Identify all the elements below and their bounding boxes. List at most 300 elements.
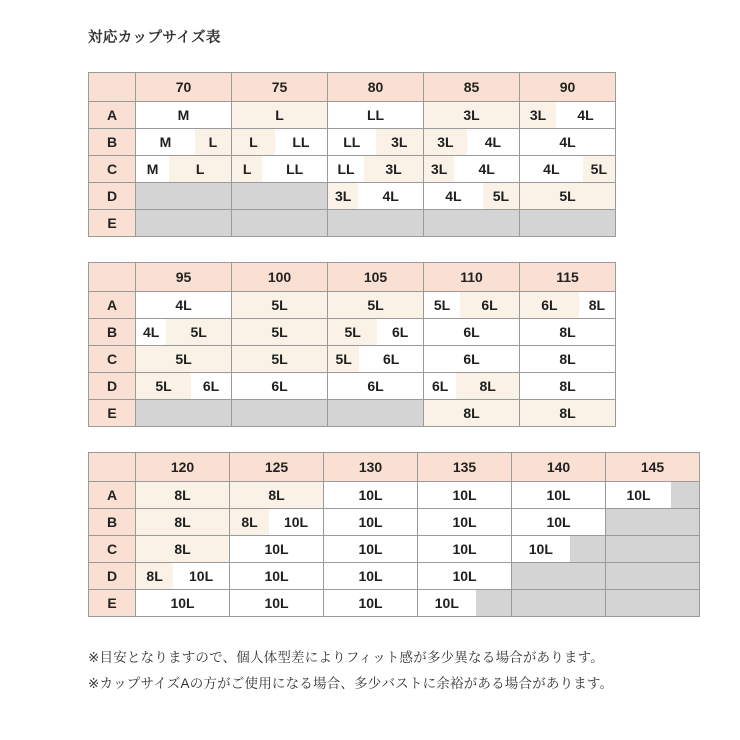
size-value: 3L [529,107,547,123]
cell-B-115 [520,319,616,346]
size-value: 6L [463,324,480,340]
size-value: 8L [559,351,576,367]
cell-C-75 [232,156,328,183]
row-header-D: D [89,183,136,210]
table-header-row [89,453,700,482]
row-header-C: C [89,536,136,563]
cell-labels [512,563,605,589]
cell-labels [232,319,327,345]
cell-labels [606,482,699,508]
size-value: 8L [174,541,191,557]
size-value: 10L [189,568,214,584]
cell-labels [136,563,229,589]
size-value: 4L [382,188,399,204]
footnote-line: ※カップサイズAの方がご使用になる場合、多少バストに余裕がある場合があります。 [88,676,614,691]
size-value: 5L [190,324,207,340]
table-underbust-95-115 [88,262,616,427]
size-value: L [242,161,252,177]
cell-E-140 [512,590,606,617]
cell-D-105 [328,373,424,400]
cell-A-145 [606,482,700,509]
cell-labels [230,482,323,508]
size-value: LL [337,161,355,177]
cell-A-80 [328,102,424,129]
cell-C-95 [136,346,232,373]
row-header-C: C [89,346,136,373]
cell-labels [328,129,423,155]
cell-B-125 [230,509,324,536]
cell-E-95 [136,400,232,427]
cell-C-125 [230,536,324,563]
size-value: 10L [358,541,383,557]
size-value: 10L [264,541,289,557]
cell-labels [324,590,417,616]
size-value: 3L [385,161,402,177]
cell-A-85 [424,102,520,129]
cell-C-100 [232,346,328,373]
cell-C-110 [424,346,520,373]
cell-B-95 [136,319,232,346]
cell-A-115 [520,292,616,319]
size-value: 10L [626,487,651,503]
cell-E-110 [424,400,520,427]
cell-labels [230,509,323,535]
size-value: 5L [492,188,510,204]
column-header-100: 100 [232,263,328,292]
table-row [89,156,616,183]
size-value: 6L [382,351,400,367]
table-row [89,400,616,427]
size-value: 4L [445,188,462,204]
cell-D-95 [136,373,232,400]
cell-A-70 [136,102,232,129]
size-value: 8L [588,297,606,313]
cell-labels [328,156,423,182]
cell-C-135 [418,536,512,563]
size-value: 10L [358,487,383,503]
row-header-E: E [89,590,136,617]
size-value: 5L [271,297,288,313]
cell-labels [520,156,615,182]
cell-labels [136,373,231,399]
cell-labels [230,563,323,589]
table-row [89,210,616,237]
cell-labels [520,319,615,345]
row-header-B: B [89,509,136,536]
cell-E-90 [520,210,616,237]
table-row [89,319,616,346]
cell-labels [424,129,519,155]
cell-A-135 [418,482,512,509]
cell-labels [324,482,417,508]
cell-labels [136,319,231,345]
cell-C-90 [520,156,616,183]
cell-D-140 [512,563,606,590]
cell-labels [424,346,519,372]
size-value: 5L [271,351,288,367]
size-value: 10L [283,514,309,530]
cell-labels [512,509,605,535]
cell-labels [520,400,615,426]
size-value: 10L [452,487,477,503]
footnote-line: ※目安となりますので、個人体型差によりフィット感が多少異なる場合があります。 [88,650,604,665]
size-value: 6L [202,378,220,394]
size-value: LL [343,134,361,150]
size-value: 8L [479,378,496,394]
size-value: L [195,161,205,177]
size-value: LL [366,107,385,123]
column-header-120: 120 [136,453,230,482]
cell-C-145 [606,536,700,563]
size-value: 10L [170,595,195,611]
size-value: 4L [484,134,502,150]
cell-D-100 [232,373,328,400]
size-value: 4L [543,161,560,177]
cell-labels [520,102,615,128]
cell-D-70 [136,183,232,210]
cell-labels [512,536,605,562]
cell-labels [418,590,511,616]
cell-D-135 [418,563,512,590]
size-value: 8L [146,568,163,584]
size-value: 6L [431,378,449,394]
size-value: L [275,107,284,123]
cell-C-85 [424,156,520,183]
cell-labels [136,129,231,155]
size-value: 5L [271,324,288,340]
cell-labels [424,292,519,318]
cell-labels [136,183,231,209]
column-header-115: 115 [520,263,616,292]
size-value: 5L [175,351,192,367]
cell-A-140 [512,482,606,509]
cell-B-130 [324,509,418,536]
cell-labels [418,536,511,562]
column-header-110: 110 [424,263,520,292]
size-value: 8L [174,487,191,503]
column-header-125: 125 [230,453,324,482]
cell-labels [520,129,615,155]
table-row [89,509,700,536]
cell-labels [328,346,423,372]
size-value: 4L [175,297,192,313]
cell-B-110 [424,319,520,346]
cell-labels [232,183,327,209]
cell-B-80 [328,129,424,156]
cell-D-130 [324,563,418,590]
table-row [89,590,700,617]
cell-labels [136,292,231,318]
size-value: M [146,161,159,177]
size-value: 10L [358,595,383,611]
cell-labels [328,210,423,236]
cell-labels [424,156,519,182]
cell-A-75 [232,102,328,129]
cell-labels [512,590,605,616]
cell-B-105 [328,319,424,346]
column-header-140: 140 [512,453,606,482]
column-header-80: 80 [328,73,424,102]
size-value: LL [292,134,310,150]
cell-E-115 [520,400,616,427]
cell-E-135 [418,590,512,617]
column-header-95: 95 [136,263,232,292]
cell-D-110 [424,373,520,400]
size-value: 4L [577,107,594,123]
cell-labels [232,346,327,372]
cell-labels [232,292,327,318]
cell-C-80 [328,156,424,183]
cell-B-135 [418,509,512,536]
column-header-105: 105 [328,263,424,292]
column-header-130: 130 [324,453,418,482]
cell-labels [136,156,231,182]
cell-B-85 [424,129,520,156]
table-row [89,292,616,319]
cell-labels [230,536,323,562]
cell-labels [136,509,229,535]
cell-B-120 [136,509,230,536]
size-value: 6L [463,351,480,367]
cell-D-85 [424,183,520,210]
cell-labels [418,563,511,589]
size-value: 5L [344,324,361,340]
cell-C-105 [328,346,424,373]
cell-E-85 [424,210,520,237]
cell-A-125 [230,482,324,509]
cell-C-115 [520,346,616,373]
size-value: 10L [452,514,477,530]
cell-labels [328,373,423,399]
cell-labels [136,400,231,426]
cell-labels [324,563,417,589]
cell-E-70 [136,210,232,237]
size-value: 10L [452,568,477,584]
column-header-85: 85 [424,73,520,102]
cell-D-125 [230,563,324,590]
size-value: 5L [155,378,172,394]
table-row [89,563,700,590]
size-value: 8L [268,487,285,503]
cell-labels [512,482,605,508]
row-header-D: D [89,373,136,400]
cell-labels [520,346,615,372]
row-header-A: A [89,482,136,509]
footnotes [88,645,688,697]
row-header-C: C [89,156,136,183]
cell-labels [424,102,519,128]
size-value: M [159,134,172,150]
cell-labels [606,563,699,589]
table-row [89,102,616,129]
cell-A-90 [520,102,616,129]
column-header-135: 135 [418,453,512,482]
size-value: 8L [559,378,576,394]
cell-B-90 [520,129,616,156]
size-value: L [249,134,258,150]
cell-labels [136,346,231,372]
page-title: 対応カップサイズ表 [88,30,221,46]
cell-B-75 [232,129,328,156]
size-value: 10L [358,514,383,530]
row-header-E: E [89,210,136,237]
size-value: 8L [241,514,258,530]
cell-labels [418,482,511,508]
cell-A-130 [324,482,418,509]
size-value: 8L [559,324,576,340]
size-value: 10L [546,487,571,503]
cell-labels [606,536,699,562]
cell-labels [520,292,615,318]
cell-labels [424,183,519,209]
cell-labels [424,373,519,399]
row-header-A: A [89,292,136,319]
cell-D-90 [520,183,616,210]
row-header-B: B [89,319,136,346]
size-value: 10L [452,541,477,557]
size-value: 5L [335,351,352,367]
cell-D-80 [328,183,424,210]
size-value: 8L [174,514,191,530]
row-header-D: D [89,563,136,590]
cell-B-145 [606,509,700,536]
size-value: 6L [271,378,288,394]
size-value: 5L [433,297,451,313]
row-header-A: A [89,102,136,129]
size-value: 10L [434,595,459,611]
row-header-B: B [89,129,136,156]
cell-labels [232,400,327,426]
cell-D-120 [136,563,230,590]
table-header-row [89,73,616,102]
size-value: 10L [358,568,383,584]
cell-E-120 [136,590,230,617]
column-header-90: 90 [520,73,616,102]
cell-D-115 [520,373,616,400]
corner-cell [89,263,136,292]
cell-labels [232,373,327,399]
size-value: 10L [264,568,289,584]
cell-labels [424,400,519,426]
cell-labels [328,400,423,426]
column-header-75: 75 [232,73,328,102]
cell-labels [136,590,229,616]
row-header-E: E [89,400,136,427]
cell-C-140 [512,536,606,563]
size-value: 6L [541,297,558,313]
size-value: 4L [143,324,160,340]
size-value: 6L [392,324,409,340]
table-row [89,183,616,210]
size-value: 10L [546,514,571,530]
table-row [89,373,616,400]
cell-labels [424,319,519,345]
size-value: 8L [463,405,480,421]
table-row [89,482,700,509]
cell-labels [324,536,417,562]
size-value: 3L [335,188,352,204]
cell-labels [424,210,519,236]
corner-cell [89,453,136,482]
size-value: 3L [463,107,480,123]
cell-labels [328,292,423,318]
cell-labels [328,102,423,128]
cell-labels [418,509,511,535]
cell-labels [232,210,327,236]
cell-labels [136,482,229,508]
cell-labels [232,156,327,182]
cell-labels [136,102,231,128]
column-header-145: 145 [606,453,700,482]
size-value: L [208,134,218,150]
cell-labels [324,509,417,535]
cell-labels [136,210,231,236]
table-row [89,129,616,156]
table-underbust-120-145 [88,452,700,617]
cell-C-130 [324,536,418,563]
size-value: 5L [367,297,384,313]
cell-labels [232,129,327,155]
table-row [89,536,700,563]
size-value: 10L [264,595,289,611]
cell-labels [606,590,699,616]
size-value: 10L [528,541,553,557]
cell-B-70 [136,129,232,156]
cell-labels [232,102,327,128]
size-value: 8L [559,405,576,421]
size-value: 6L [367,378,384,394]
cell-B-140 [512,509,606,536]
cell-labels [520,373,615,399]
cell-E-80 [328,210,424,237]
size-value: 3L [391,134,408,150]
cell-A-95 [136,292,232,319]
cell-E-145 [606,590,700,617]
size-value: M [177,107,190,123]
cell-labels [328,183,423,209]
cell-A-100 [232,292,328,319]
cell-labels [230,590,323,616]
column-header-70: 70 [136,73,232,102]
size-value: 3L [431,161,448,177]
cell-A-110 [424,292,520,319]
cell-E-75 [232,210,328,237]
corner-cell [89,73,136,102]
cell-labels [520,210,615,236]
cell-E-105 [328,400,424,427]
cell-A-120 [136,482,230,509]
cell-labels [328,319,423,345]
size-value: 3L [437,134,454,150]
cell-E-130 [324,590,418,617]
cell-labels [136,536,229,562]
cell-D-145 [606,563,700,590]
cell-B-100 [232,319,328,346]
table-header-row [89,263,616,292]
size-value: 4L [478,161,495,177]
size-value: 5L [559,188,576,204]
cell-C-120 [136,536,230,563]
size-value: 5L [590,161,607,177]
cell-E-125 [230,590,324,617]
size-value: LL [286,161,304,177]
size-value: 4L [559,134,576,150]
table-row [89,346,616,373]
cell-labels [520,183,615,209]
size-value: 6L [481,297,498,313]
cell-A-105 [328,292,424,319]
cell-labels [606,509,699,535]
